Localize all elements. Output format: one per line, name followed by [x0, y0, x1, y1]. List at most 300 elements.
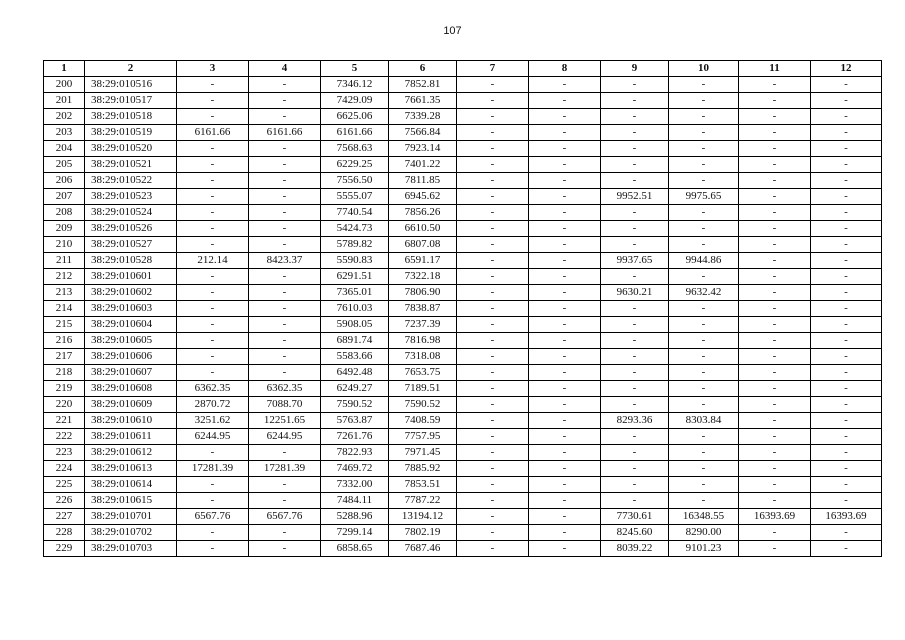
table-cell-col-6: 7339.28 — [389, 109, 457, 125]
table-cell-col-12: - — [811, 445, 882, 461]
table-cell-col-2: 38:29:010610 — [85, 413, 177, 429]
table-cell-col-1: 211 — [44, 253, 85, 269]
table-cell-col-1: 208 — [44, 205, 85, 221]
table-cell-col-5: 7365.01 — [321, 285, 389, 301]
table-cell-col-4: - — [249, 365, 321, 381]
table-cell-col-5: 5763.87 — [321, 413, 389, 429]
table-cell-col-4: 6161.66 — [249, 125, 321, 141]
table-cell-col-5: 7261.76 — [321, 429, 389, 445]
table-cell-col-2: 38:29:010522 — [85, 173, 177, 189]
table-cell-col-2: 38:29:010603 — [85, 301, 177, 317]
table-cell-col-9: - — [601, 237, 669, 253]
table-cell-col-4: - — [249, 525, 321, 541]
table-cell-col-2: 38:29:010607 — [85, 365, 177, 381]
table-cell-col-3: 3251.62 — [177, 413, 249, 429]
table-cell-col-3: 6362.35 — [177, 381, 249, 397]
table-cell-col-7: - — [457, 93, 529, 109]
column-header-5: 5 — [321, 61, 389, 77]
table-cell-col-1: 228 — [44, 525, 85, 541]
column-header-11: 11 — [739, 61, 811, 77]
table-cell-col-9: 8039.22 — [601, 541, 669, 557]
table-cell-col-1: 229 — [44, 541, 85, 557]
table-cell-col-6: 6610.50 — [389, 221, 457, 237]
table-cell-col-1: 218 — [44, 365, 85, 381]
table-cell-col-1: 209 — [44, 221, 85, 237]
table-cell-col-5: 5908.05 — [321, 317, 389, 333]
table-cell-col-5: 5288.96 — [321, 509, 389, 525]
table-row — [44, 173, 882, 189]
table-cell-col-8: - — [529, 253, 601, 269]
table-cell-col-12: - — [811, 381, 882, 397]
table-cell-col-3: - — [177, 333, 249, 349]
table-cell-col-7: - — [457, 445, 529, 461]
table-cell-col-7: - — [457, 173, 529, 189]
table-cell-col-9: - — [601, 93, 669, 109]
table-cell-col-8: - — [529, 493, 601, 509]
table-header — [44, 61, 882, 77]
table-cell-col-8: - — [529, 237, 601, 253]
table-cell-col-11: - — [739, 445, 811, 461]
table-cell-col-5: 7822.93 — [321, 445, 389, 461]
table-cell-col-5: 7610.03 — [321, 301, 389, 317]
table-cell-col-4: - — [249, 333, 321, 349]
table-cell-col-2: 38:29:010526 — [85, 221, 177, 237]
table-cell-col-11: - — [739, 429, 811, 445]
table-cell-col-4: - — [249, 493, 321, 509]
page-number: 107 — [443, 25, 462, 37]
table-cell-col-4: 6362.35 — [249, 381, 321, 397]
table-cell-col-4: - — [249, 285, 321, 301]
table-cell-col-3: - — [177, 541, 249, 557]
table-cell-col-8: - — [529, 301, 601, 317]
table-cell-col-8: - — [529, 173, 601, 189]
table-cell-col-8: - — [529, 397, 601, 413]
table-cell-col-4: 17281.39 — [249, 461, 321, 477]
table-row — [44, 525, 882, 541]
table-cell-col-5: 5555.07 — [321, 189, 389, 205]
table-cell-col-1: 206 — [44, 173, 85, 189]
table-row — [44, 93, 882, 109]
table-cell-col-12: - — [811, 221, 882, 237]
table-row — [44, 445, 882, 461]
table-cell-col-8: - — [529, 461, 601, 477]
table-cell-col-12: - — [811, 397, 882, 413]
table-cell-col-6: 7661.35 — [389, 93, 457, 109]
table-cell-col-10: - — [669, 429, 739, 445]
table-cell-col-2: 38:29:010701 — [85, 509, 177, 525]
table-cell-col-5: 7556.50 — [321, 173, 389, 189]
table-cell-col-8: - — [529, 333, 601, 349]
table-cell-col-8: - — [529, 157, 601, 173]
table-cell-col-8: - — [529, 477, 601, 493]
table-cell-col-8: - — [529, 349, 601, 365]
table-cell-col-2: 38:29:010613 — [85, 461, 177, 477]
table-cell-col-1: 200 — [44, 77, 85, 93]
table-cell-col-5: 5590.83 — [321, 253, 389, 269]
table-cell-col-11: - — [739, 461, 811, 477]
table-cell-col-6: 7852.81 — [389, 77, 457, 93]
table-cell-col-8: - — [529, 413, 601, 429]
table-cell-col-10: 9975.65 — [669, 189, 739, 205]
table-cell-col-12: - — [811, 317, 882, 333]
table-cell-col-11: - — [739, 173, 811, 189]
table-cell-col-1: 220 — [44, 397, 85, 413]
table-cell-col-5: 6291.51 — [321, 269, 389, 285]
table-cell-col-1: 226 — [44, 493, 85, 509]
table-cell-col-12: - — [811, 333, 882, 349]
table-cell-col-10: - — [669, 301, 739, 317]
table-cell-col-3: - — [177, 525, 249, 541]
table-row — [44, 301, 882, 317]
table-cell-col-5: 5424.73 — [321, 221, 389, 237]
table-cell-col-2: 38:29:010611 — [85, 429, 177, 445]
column-header-12: 12 — [811, 61, 882, 77]
table-cell-col-6: 7856.26 — [389, 205, 457, 221]
table-cell-col-3: - — [177, 237, 249, 253]
table-cell-col-11: - — [739, 349, 811, 365]
table-cell-col-6: 7806.90 — [389, 285, 457, 301]
table-cell-col-6: 7237.39 — [389, 317, 457, 333]
data-table — [43, 60, 882, 557]
table-cell-col-6: 7318.08 — [389, 349, 457, 365]
table-cell-col-4: - — [249, 477, 321, 493]
table-cell-col-1: 224 — [44, 461, 85, 477]
table-cell-col-3: 2870.72 — [177, 397, 249, 413]
table-cell-col-9: - — [601, 429, 669, 445]
table-cell-col-5: 5789.82 — [321, 237, 389, 253]
table-cell-col-5: 7740.54 — [321, 205, 389, 221]
table-cell-col-11: - — [739, 269, 811, 285]
table-cell-col-11: - — [739, 541, 811, 557]
table-cell-col-11: - — [739, 493, 811, 509]
table-cell-col-9: - — [601, 397, 669, 413]
table-cell-col-12: - — [811, 461, 882, 477]
table-cell-col-3: - — [177, 77, 249, 93]
table-cell-col-8: - — [529, 509, 601, 525]
table-cell-col-7: - — [457, 205, 529, 221]
table-cell-col-4: - — [249, 189, 321, 205]
table-cell-col-11: - — [739, 397, 811, 413]
table-cell-col-11: - — [739, 301, 811, 317]
table-cell-col-10: 8290.00 — [669, 525, 739, 541]
table-cell-col-2: 38:29:010605 — [85, 333, 177, 349]
table-cell-col-2: 38:29:010528 — [85, 253, 177, 269]
table-cell-col-10: - — [669, 221, 739, 237]
table-cell-col-4: - — [249, 157, 321, 173]
table-cell-col-4: 6244.95 — [249, 429, 321, 445]
table-cell-col-11: - — [739, 477, 811, 493]
table-cell-col-8: - — [529, 285, 601, 301]
table-cell-col-12: - — [811, 285, 882, 301]
table-cell-col-2: 38:29:010519 — [85, 125, 177, 141]
table-cell-col-9: - — [601, 269, 669, 285]
table-cell-col-5: 6249.27 — [321, 381, 389, 397]
table-cell-col-5: 6625.06 — [321, 109, 389, 125]
table-cell-col-1: 215 — [44, 317, 85, 333]
table-cell-col-2: 38:29:010606 — [85, 349, 177, 365]
table-row — [44, 349, 882, 365]
table-cell-col-9: - — [601, 301, 669, 317]
table-cell-col-9: - — [601, 477, 669, 493]
table-cell-col-5: 6492.48 — [321, 365, 389, 381]
table-cell-col-2: 38:29:010527 — [85, 237, 177, 253]
table-cell-col-7: - — [457, 109, 529, 125]
table-cell-col-1: 204 — [44, 141, 85, 157]
table-cell-col-11: - — [739, 125, 811, 141]
table-cell-col-9: - — [601, 173, 669, 189]
table-row — [44, 189, 882, 205]
table-cell-col-5: 7590.52 — [321, 397, 389, 413]
table-cell-col-6: 7885.92 — [389, 461, 457, 477]
table-cell-col-1: 201 — [44, 93, 85, 109]
table-row — [44, 429, 882, 445]
table-cell-col-6: 6807.08 — [389, 237, 457, 253]
table-cell-col-1: 207 — [44, 189, 85, 205]
table-cell-col-6: 7811.85 — [389, 173, 457, 189]
table-cell-col-4: 6567.76 — [249, 509, 321, 525]
table-cell-col-3: - — [177, 269, 249, 285]
table-cell-col-1: 222 — [44, 429, 85, 445]
table-row — [44, 541, 882, 557]
column-header-4: 4 — [249, 61, 321, 77]
table-row — [44, 477, 882, 493]
table-cell-col-7: - — [457, 237, 529, 253]
table-cell-col-9: - — [601, 333, 669, 349]
table-cell-col-11: - — [739, 157, 811, 173]
table-cell-col-12: - — [811, 301, 882, 317]
table-cell-col-2: 38:29:010518 — [85, 109, 177, 125]
table-cell-col-4: - — [249, 205, 321, 221]
table-row — [44, 381, 882, 397]
table-cell-col-10: - — [669, 317, 739, 333]
table-cell-col-1: 202 — [44, 109, 85, 125]
table-cell-col-9: - — [601, 157, 669, 173]
table-cell-col-4: 8423.37 — [249, 253, 321, 269]
table-cell-col-7: - — [457, 477, 529, 493]
table-cell-col-8: - — [529, 541, 601, 557]
table-cell-col-8: - — [529, 525, 601, 541]
table-cell-col-7: - — [457, 525, 529, 541]
table-cell-col-3: 6161.66 — [177, 125, 249, 141]
table-cell-col-10: - — [669, 349, 739, 365]
table-cell-col-7: - — [457, 541, 529, 557]
table-cell-col-6: 7687.46 — [389, 541, 457, 557]
table-cell-col-10: - — [669, 173, 739, 189]
table-cell-col-12: - — [811, 125, 882, 141]
table-cell-col-10: - — [669, 109, 739, 125]
table-cell-col-7: - — [457, 429, 529, 445]
table-row — [44, 413, 882, 429]
table-cell-col-12: - — [811, 525, 882, 541]
table-cell-col-1: 216 — [44, 333, 85, 349]
table-cell-col-1: 214 — [44, 301, 85, 317]
table-cell-col-3: - — [177, 189, 249, 205]
table-cell-col-3: - — [177, 317, 249, 333]
table-cell-col-5: 5583.66 — [321, 349, 389, 365]
table-cell-col-12: - — [811, 477, 882, 493]
table-cell-col-7: - — [457, 413, 529, 429]
table-cell-col-4: - — [249, 109, 321, 125]
table-cell-col-9: - — [601, 365, 669, 381]
table-cell-col-9: - — [601, 349, 669, 365]
table-cell-col-3: - — [177, 445, 249, 461]
table-cell-col-4: 12251.65 — [249, 413, 321, 429]
table-row — [44, 125, 882, 141]
table-cell-col-7: - — [457, 317, 529, 333]
table-cell-col-12: - — [811, 189, 882, 205]
table-cell-col-1: 219 — [44, 381, 85, 397]
table-row — [44, 269, 882, 285]
table-cell-col-3: 6244.95 — [177, 429, 249, 445]
table-cell-col-2: 38:29:010524 — [85, 205, 177, 221]
table-cell-col-6: 7787.22 — [389, 493, 457, 509]
table-cell-col-10: 9101.23 — [669, 541, 739, 557]
table-cell-col-7: - — [457, 349, 529, 365]
table-cell-col-4: - — [249, 141, 321, 157]
table-cell-col-12: - — [811, 413, 882, 429]
table-cell-col-1: 227 — [44, 509, 85, 525]
table-cell-col-10: - — [669, 93, 739, 109]
table-cell-col-10: - — [669, 157, 739, 173]
header-row — [44, 61, 882, 77]
table-row — [44, 461, 882, 477]
table-cell-col-3: - — [177, 493, 249, 509]
table-cell-col-8: - — [529, 429, 601, 445]
table-cell-col-4: - — [249, 541, 321, 557]
table-cell-col-11: - — [739, 333, 811, 349]
table-cell-col-6: 7401.22 — [389, 157, 457, 173]
table-cell-col-9: - — [601, 109, 669, 125]
table-row — [44, 317, 882, 333]
table-cell-col-8: - — [529, 141, 601, 157]
table-cell-col-12: - — [811, 253, 882, 269]
table-cell-col-7: - — [457, 493, 529, 509]
table-cell-col-7: - — [457, 461, 529, 477]
table-cell-col-8: - — [529, 77, 601, 93]
table-cell-col-10: - — [669, 77, 739, 93]
table-cell-col-3: - — [177, 141, 249, 157]
table-row — [44, 253, 882, 269]
table-cell-col-3: - — [177, 205, 249, 221]
table-cell-col-2: 38:29:010516 — [85, 77, 177, 93]
table-cell-col-7: - — [457, 141, 529, 157]
table-cell-col-9: - — [601, 381, 669, 397]
table-cell-col-8: - — [529, 269, 601, 285]
table-cell-col-11: - — [739, 285, 811, 301]
table-cell-col-9: - — [601, 141, 669, 157]
table-cell-col-6: 7816.98 — [389, 333, 457, 349]
table-cell-col-10: 9944.86 — [669, 253, 739, 269]
table-cell-col-12: - — [811, 429, 882, 445]
table-cell-col-10: - — [669, 237, 739, 253]
table-cell-col-2: 38:29:010615 — [85, 493, 177, 509]
column-header-10: 10 — [669, 61, 739, 77]
table-cell-col-10: - — [669, 493, 739, 509]
table-cell-col-11: - — [739, 93, 811, 109]
table-cell-col-7: - — [457, 189, 529, 205]
table-cell-col-8: - — [529, 317, 601, 333]
table-cell-col-12: - — [811, 493, 882, 509]
table-cell-col-1: 223 — [44, 445, 85, 461]
table-cell-col-5: 7429.09 — [321, 93, 389, 109]
table-cell-col-11: - — [739, 317, 811, 333]
table-cell-col-3: - — [177, 173, 249, 189]
table-cell-col-11: - — [739, 525, 811, 541]
table-cell-col-8: - — [529, 109, 601, 125]
table-cell-col-2: 38:29:010517 — [85, 93, 177, 109]
table-cell-col-2: 38:29:010703 — [85, 541, 177, 557]
table-row — [44, 493, 882, 509]
table-cell-col-11: - — [739, 221, 811, 237]
table-cell-col-7: - — [457, 365, 529, 381]
table-cell-col-3: 6567.76 — [177, 509, 249, 525]
table-row — [44, 109, 882, 125]
table-cell-col-11: - — [739, 77, 811, 93]
table-cell-col-9: - — [601, 317, 669, 333]
table-cell-col-6: 7923.14 — [389, 141, 457, 157]
table-cell-col-5: 7469.72 — [321, 461, 389, 477]
table-cell-col-8: - — [529, 365, 601, 381]
table-cell-col-10: - — [669, 205, 739, 221]
table-cell-col-7: - — [457, 77, 529, 93]
table-cell-col-1: 213 — [44, 285, 85, 301]
table-cell-col-4: - — [249, 237, 321, 253]
table-cell-col-9: 8293.36 — [601, 413, 669, 429]
table-cell-col-9: - — [601, 77, 669, 93]
table-cell-col-3: 212.14 — [177, 253, 249, 269]
column-header-1: 1 — [44, 61, 85, 77]
table-cell-col-2: 38:29:010614 — [85, 477, 177, 493]
table-cell-col-6: 7566.84 — [389, 125, 457, 141]
table-row — [44, 237, 882, 253]
table-cell-col-6: 7590.52 — [389, 397, 457, 413]
table-cell-col-4: - — [249, 269, 321, 285]
table-cell-col-6: 13194.12 — [389, 509, 457, 525]
table-cell-col-5: 7484.11 — [321, 493, 389, 509]
table-cell-col-9: 9952.51 — [601, 189, 669, 205]
table-cell-col-7: - — [457, 221, 529, 237]
table-cell-col-5: 6229.25 — [321, 157, 389, 173]
table-cell-col-2: 38:29:010612 — [85, 445, 177, 461]
table-cell-col-12: - — [811, 365, 882, 381]
table-cell-col-7: - — [457, 125, 529, 141]
column-header-3: 3 — [177, 61, 249, 77]
table-cell-col-8: - — [529, 381, 601, 397]
table-cell-col-9: 7730.61 — [601, 509, 669, 525]
table-cell-col-11: 16393.69 — [739, 509, 811, 525]
column-header-9: 9 — [601, 61, 669, 77]
table-cell-col-11: - — [739, 365, 811, 381]
table-cell-col-9: 9937.65 — [601, 253, 669, 269]
table-cell-col-7: - — [457, 269, 529, 285]
table-cell-col-3: - — [177, 221, 249, 237]
table-cell-col-3: - — [177, 93, 249, 109]
table-cell-col-10: - — [669, 445, 739, 461]
table-cell-col-8: - — [529, 445, 601, 461]
table-cell-col-1: 212 — [44, 269, 85, 285]
table-cell-col-4: - — [249, 445, 321, 461]
table-cell-col-10: - — [669, 365, 739, 381]
column-header-7: 7 — [457, 61, 529, 77]
table-cell-col-5: 7299.14 — [321, 525, 389, 541]
table-cell-col-5: 7568.63 — [321, 141, 389, 157]
table-cell-col-3: - — [177, 157, 249, 173]
table-cell-col-2: 38:29:010601 — [85, 269, 177, 285]
table-cell-col-2: 38:29:010609 — [85, 397, 177, 413]
table-cell-col-11: - — [739, 381, 811, 397]
table-cell-col-9: - — [601, 461, 669, 477]
table-cell-col-8: - — [529, 189, 601, 205]
